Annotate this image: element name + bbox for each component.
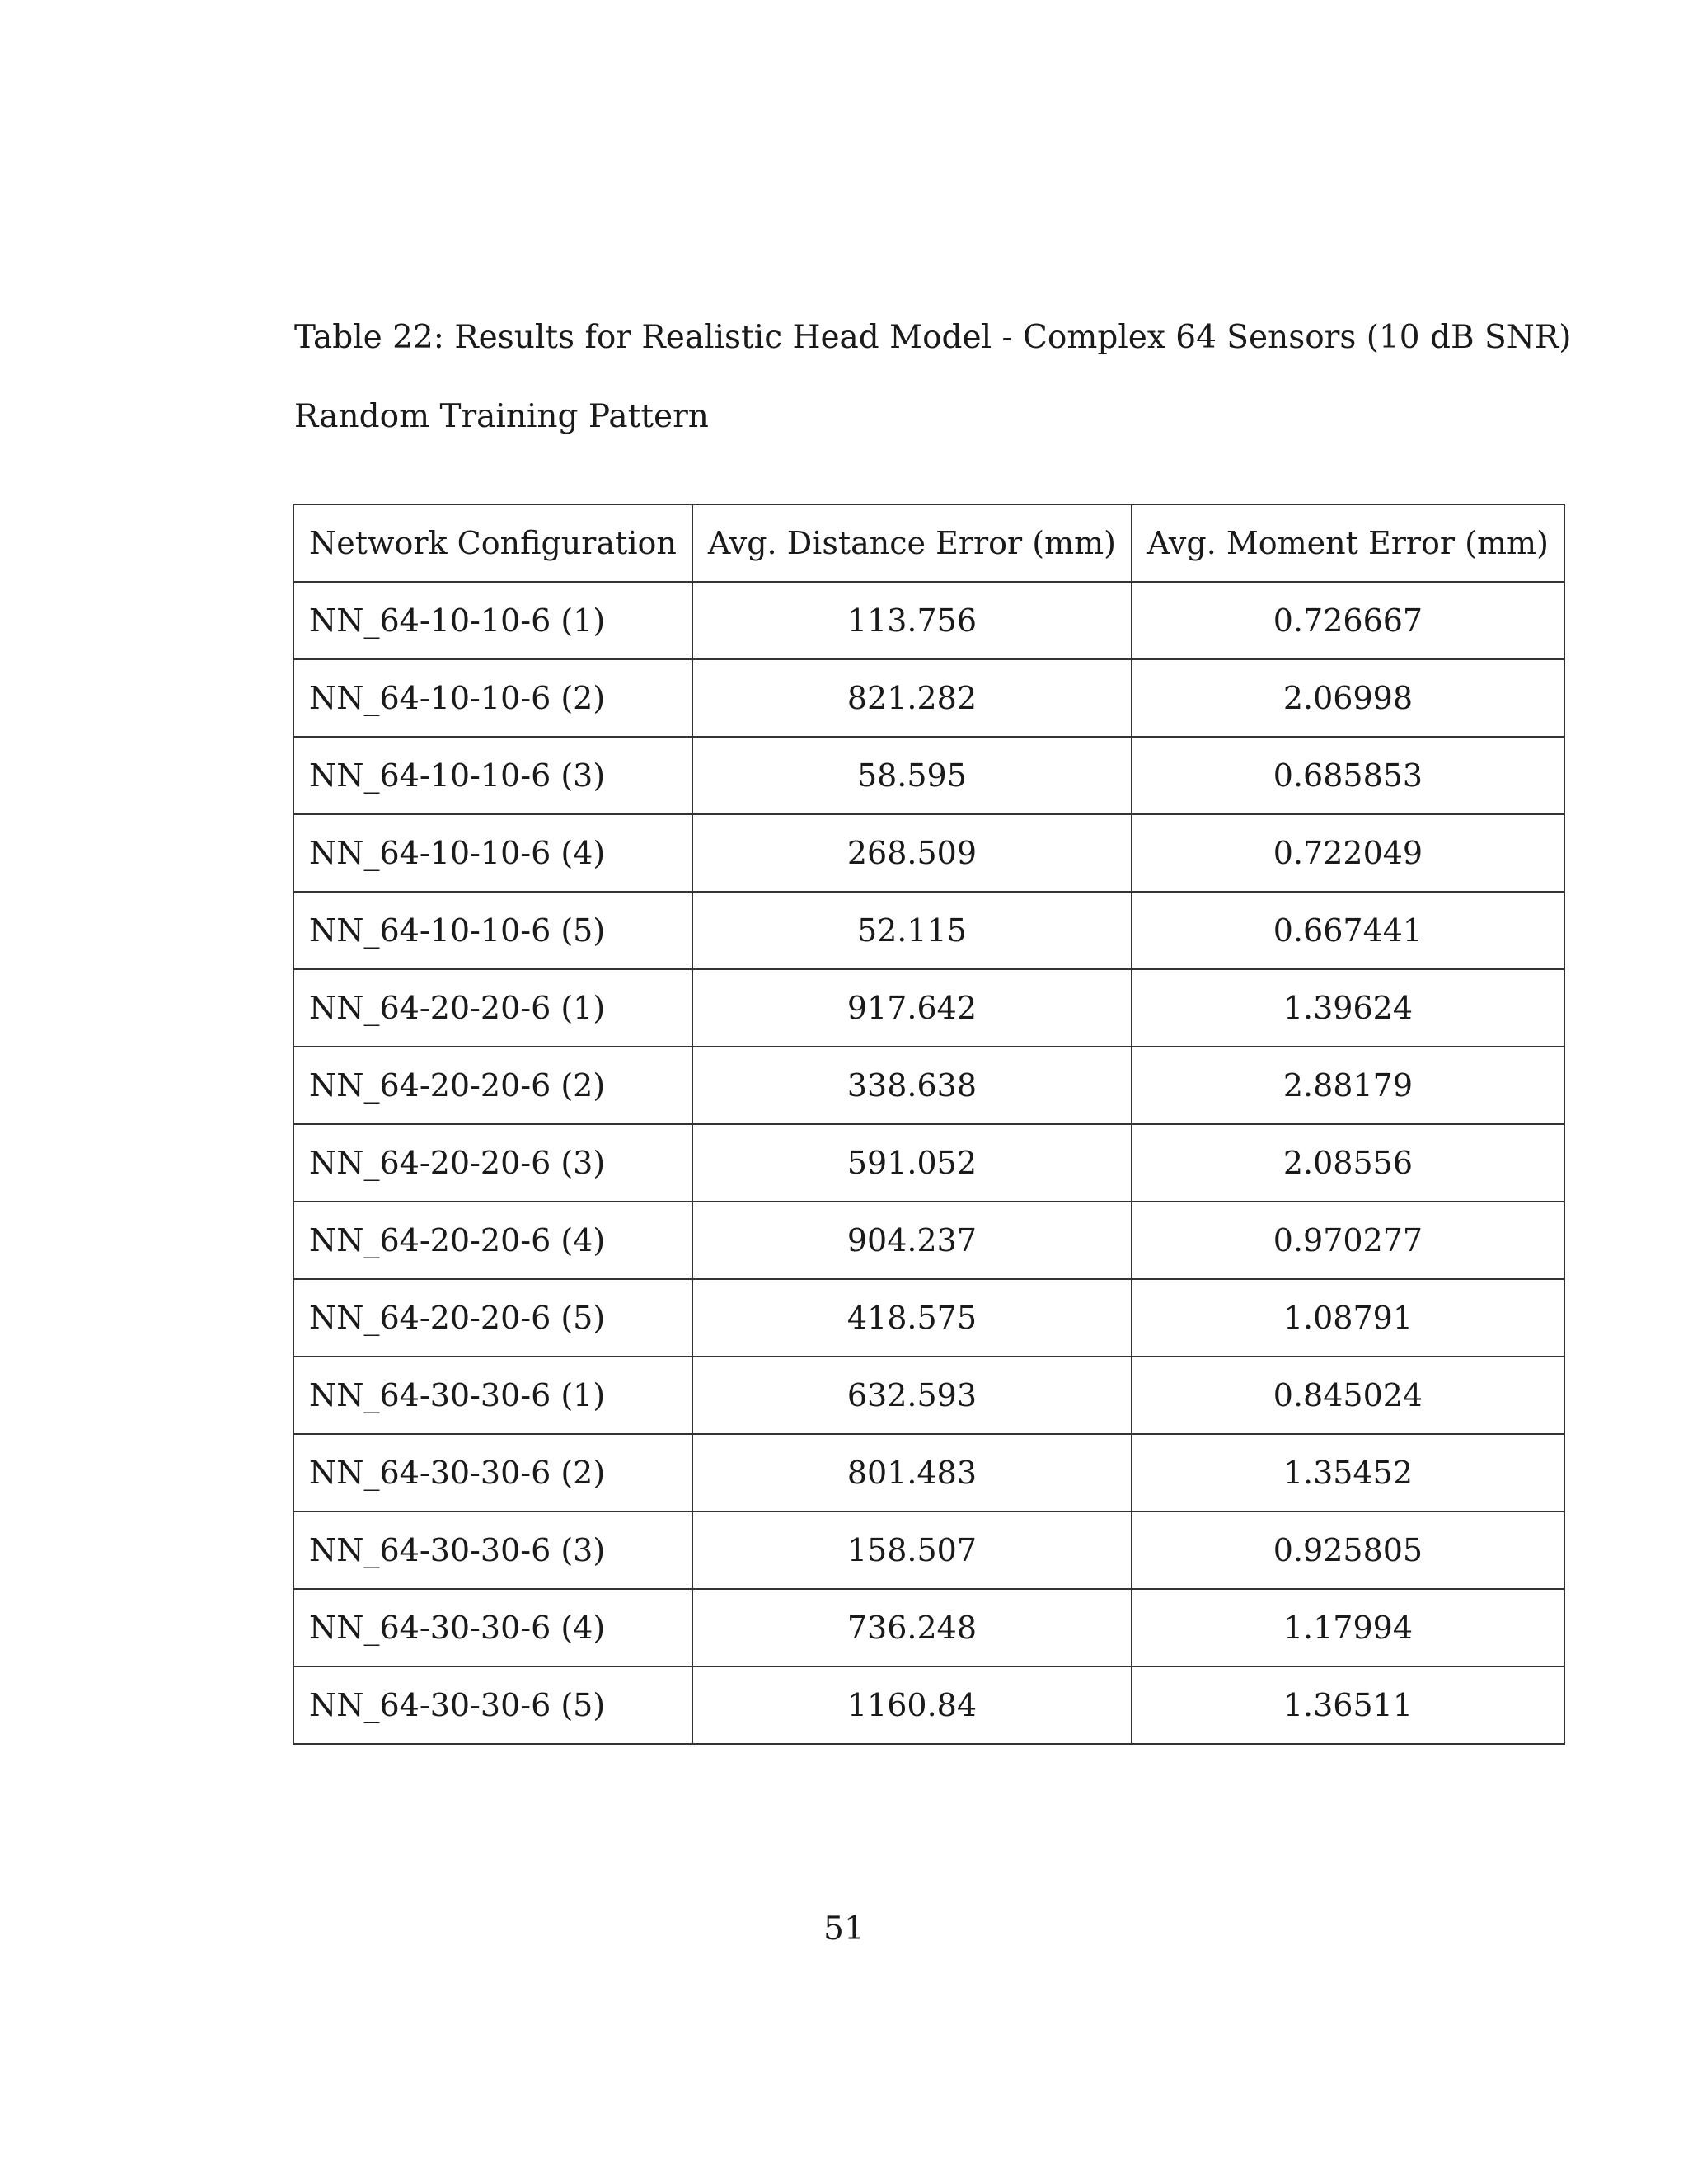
- network-configuration-cell: NN_64-10-10-6 (4): [293, 814, 692, 892]
- moment-error-cell: 0.685853: [1132, 737, 1564, 814]
- moment-error-cell: 0.722049: [1132, 814, 1564, 892]
- moment-error-cell: 2.08556: [1132, 1124, 1564, 1202]
- network-configuration-cell: NN_64-20-20-6 (5): [293, 1279, 692, 1357]
- distance-error-cell: 591.052: [692, 1124, 1132, 1202]
- column-header-avg-distance-error: Avg. Distance Error (mm): [692, 504, 1132, 582]
- column-header-avg-moment-error: Avg. Moment Error (mm): [1132, 504, 1564, 582]
- table-row: [293, 659, 1564, 737]
- table-row: [293, 814, 1564, 892]
- moment-error-cell: 1.36511: [1132, 1666, 1564, 1744]
- network-configuration-cell: NN_64-10-10-6 (2): [293, 659, 692, 737]
- table-row: [293, 1666, 1564, 1744]
- moment-error-cell: 0.845024: [1132, 1357, 1564, 1434]
- table-row: [293, 969, 1564, 1047]
- table-row: [293, 1202, 1564, 1279]
- table-title: Table 22: Results for Realistic Head Model - Complex 64 Sensors (10 dB SNR): [294, 319, 1572, 356]
- distance-error-cell: 736.248: [692, 1589, 1132, 1666]
- moment-error-cell: 1.39624: [1132, 969, 1564, 1047]
- table-subtitle: Random Training Pattern: [294, 398, 709, 435]
- moment-error-cell: 0.925805: [1132, 1511, 1564, 1589]
- table-row: [293, 1434, 1564, 1511]
- column-header-network-configuration: Network Configuration: [293, 504, 692, 582]
- table-row: [293, 1279, 1564, 1357]
- distance-error-cell: 158.507: [692, 1511, 1132, 1589]
- table-row: [293, 1511, 1564, 1589]
- distance-error-cell: 418.575: [692, 1279, 1132, 1357]
- network-configuration-cell: NN_64-20-20-6 (3): [293, 1124, 692, 1202]
- table-row: [293, 892, 1564, 969]
- network-configuration-cell: NN_64-30-30-6 (2): [293, 1434, 692, 1511]
- distance-error-cell: 113.756: [692, 582, 1132, 659]
- table-row: [293, 1124, 1564, 1202]
- distance-error-cell: 1160.84: [692, 1666, 1132, 1744]
- distance-error-cell: 52.115: [692, 892, 1132, 969]
- distance-error-cell: 268.509: [692, 814, 1132, 892]
- table-caption: [294, 313, 1571, 442]
- moment-error-cell: 1.17994: [1132, 1589, 1564, 1666]
- table-body: [293, 582, 1564, 1744]
- network-configuration-cell: NN_64-30-30-6 (5): [293, 1666, 692, 1744]
- distance-error-cell: 338.638: [692, 1047, 1132, 1124]
- moment-error-cell: 1.35452: [1132, 1434, 1564, 1511]
- distance-error-cell: 917.642: [692, 969, 1132, 1047]
- network-configuration-cell: NN_64-30-30-6 (1): [293, 1357, 692, 1434]
- distance-error-cell: 904.237: [692, 1202, 1132, 1279]
- network-configuration-cell: NN_64-30-30-6 (3): [293, 1511, 692, 1589]
- network-configuration-cell: NN_64-20-20-6 (1): [293, 969, 692, 1047]
- network-configuration-cell: NN_64-10-10-6 (5): [293, 892, 692, 969]
- network-configuration-cell: NN_64-20-20-6 (2): [293, 1047, 692, 1124]
- moment-error-cell: 1.08791: [1132, 1279, 1564, 1357]
- table-row: [293, 1047, 1564, 1124]
- table-header-row: [293, 504, 1564, 582]
- network-configuration-cell: NN_64-10-10-6 (3): [293, 737, 692, 814]
- distance-error-cell: 58.595: [692, 737, 1132, 814]
- network-configuration-cell: NN_64-10-10-6 (1): [293, 582, 692, 659]
- table-row: [293, 737, 1564, 814]
- moment-error-cell: 0.667441: [1132, 892, 1564, 969]
- moment-error-cell: 2.06998: [1132, 659, 1564, 737]
- network-configuration-cell: NN_64-20-20-6 (4): [293, 1202, 692, 1279]
- results-table: [293, 504, 1565, 1745]
- table-row: [293, 582, 1564, 659]
- moment-error-cell: 0.970277: [1132, 1202, 1564, 1279]
- moment-error-cell: 2.88179: [1132, 1047, 1564, 1124]
- distance-error-cell: 632.593: [692, 1357, 1132, 1434]
- page-number: 51: [823, 1910, 865, 1947]
- distance-error-cell: 821.282: [692, 659, 1132, 737]
- moment-error-cell: 0.726667: [1132, 582, 1564, 659]
- distance-error-cell: 801.483: [692, 1434, 1132, 1511]
- table-row: [293, 1589, 1564, 1666]
- network-configuration-cell: NN_64-30-30-6 (4): [293, 1589, 692, 1666]
- table-row: [293, 1357, 1564, 1434]
